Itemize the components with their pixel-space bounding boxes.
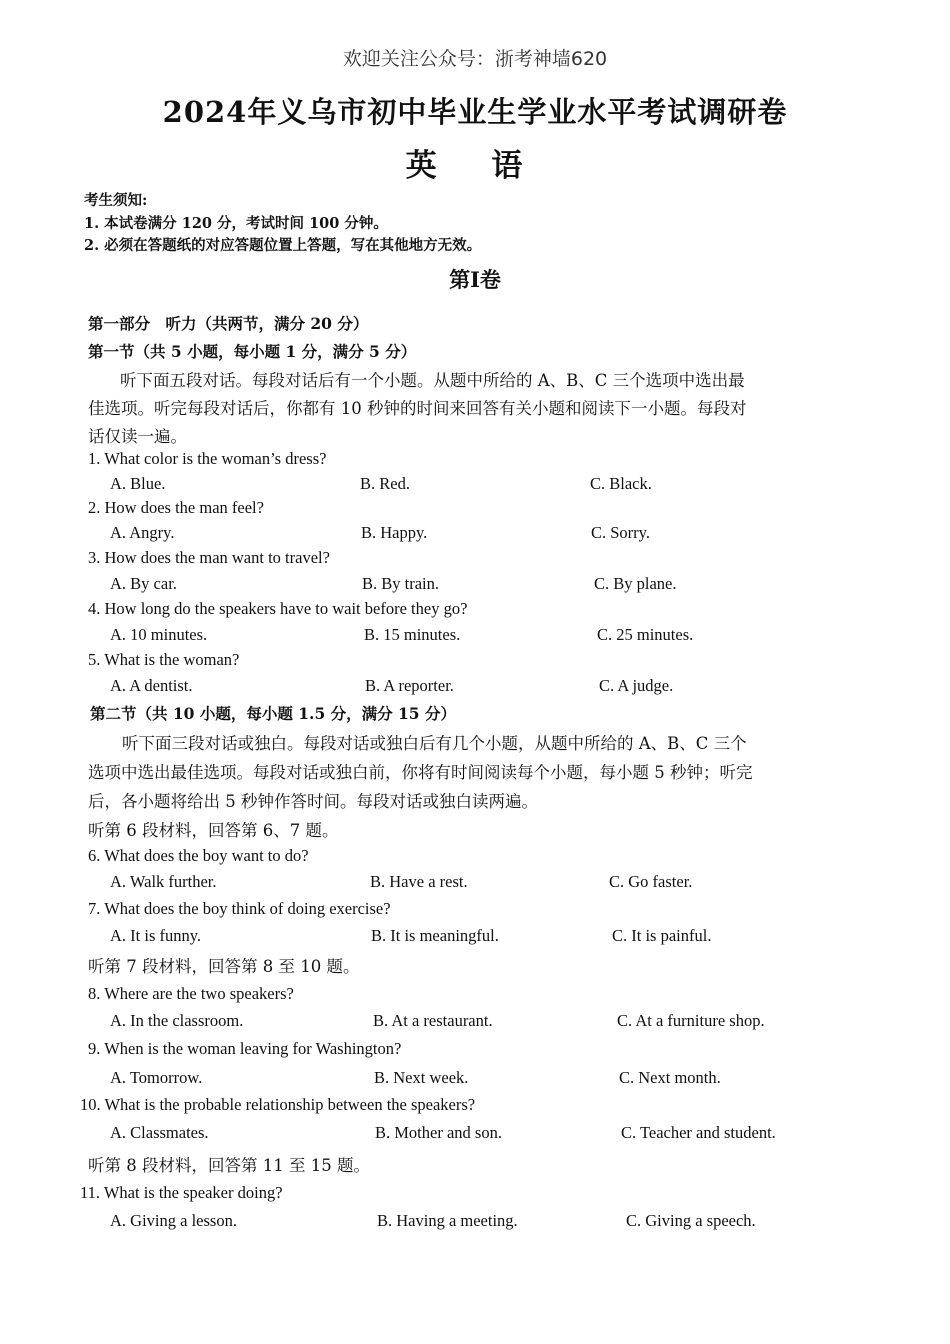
volume-heading: 第Ⅰ卷 xyxy=(449,267,501,292)
option-3b: B. By train. xyxy=(362,574,439,593)
option-7c: C. It is painful. xyxy=(612,926,712,945)
option-7b: B. It is meaningful. xyxy=(371,926,499,945)
question-8: 8. Where are the two speakers? xyxy=(88,984,294,1003)
option-9c: C. Next month. xyxy=(619,1068,721,1087)
section2-instruction-1: 听下面三段对话或独白。每段对话或独白后有几个小题，从题中所给的 A、B、C 三个 xyxy=(122,734,747,753)
option-6b: B. Have a rest. xyxy=(370,872,468,891)
option-2c: C. Sorry. xyxy=(591,523,650,542)
option-9a: A. Tomorrow. xyxy=(110,1068,203,1087)
option-5c: C. A judge. xyxy=(599,676,674,695)
question-10: 10. What is the probable relationship between the speakers? xyxy=(80,1095,476,1114)
question-2: 2. How does the man feel? xyxy=(88,498,264,517)
option-4b: B. 15 minutes. xyxy=(364,625,461,644)
option-11c: C. Giving a speech. xyxy=(626,1211,756,1230)
notice-heading: 考生须知: xyxy=(84,192,148,209)
option-3a: A. By car. xyxy=(110,574,177,593)
question-9: 9. When is the woman leaving for Washington? xyxy=(88,1039,402,1058)
question-3: 3. How does the man want to travel? xyxy=(88,548,330,567)
section1-instruction-1: 听下面五段对话。每段对话后有一个小题。从题中所给的 A、B、C 三个选项中选出最 xyxy=(120,371,745,390)
section2-instruction-3: 后，各小题将给出 5 秒钟作答时间。每段对话或独白读两遍。 xyxy=(88,792,538,811)
part1-heading: 第一部分 听力（共两节，满分 20 分） xyxy=(88,314,369,333)
option-4c: C. 25 minutes. xyxy=(597,625,694,644)
option-6a: A. Walk further. xyxy=(110,872,217,891)
option-11a: A. Giving a lesson. xyxy=(110,1211,237,1230)
question-1: 1. What color is the woman’s dress? xyxy=(88,449,327,468)
subject-title: 英 语 xyxy=(405,148,545,184)
group-heading-7: 听第 7 段材料，回答第 8 至 10 题。 xyxy=(88,957,360,976)
option-2a: A. Angry. xyxy=(110,523,175,542)
question-11: 11. What is the speaker doing? xyxy=(80,1183,283,1202)
option-1c: C. Black. xyxy=(590,474,652,493)
option-1b: B. Red. xyxy=(360,474,410,493)
option-3c: C. By plane. xyxy=(594,574,677,593)
option-8c: C. At a furniture shop. xyxy=(617,1011,765,1030)
question-4: 4. How long do the speakers have to wait before they go? xyxy=(88,599,468,618)
option-1a: A. Blue. xyxy=(110,474,166,493)
question-6: 6. What does the boy want to do? xyxy=(88,846,309,865)
option-8b: B. At a restaurant. xyxy=(373,1011,493,1030)
section1-heading: 第一节（共 5 小题，每小题 1 分，满分 5 分） xyxy=(88,342,417,361)
option-11b: B. Having a meeting. xyxy=(377,1211,518,1230)
option-8a: A. In the classroom. xyxy=(110,1011,244,1030)
option-4a: A. 10 minutes. xyxy=(110,625,208,644)
option-6c: C. Go faster. xyxy=(609,872,693,891)
group-heading-6: 听第 6 段材料，回答第 6、7 题。 xyxy=(88,821,339,840)
option-9b: B. Next week. xyxy=(374,1068,469,1087)
option-5b: B. A reporter. xyxy=(365,676,454,695)
section2-instruction-2: 选项中选出最佳选项。每段对话或独白前，你将有时间阅读每个小题，每小题 5 秒钟；听完 xyxy=(88,763,753,782)
question-7: 7. What does the boy think of doing exercise? xyxy=(88,899,391,918)
section1-instruction-2: 佳选项。听完每段对话后，你都有 10 秒钟的时间来回答有关小题和阅读下一小题。每段对 xyxy=(88,399,747,418)
option-10a: A. Classmates. xyxy=(110,1123,209,1142)
option-10c: C. Teacher and student. xyxy=(621,1123,776,1142)
group-heading-8: 听第 8 段材料，回答第 11 至 15 题。 xyxy=(88,1156,370,1175)
notice-item-2: 2. 必须在答题纸的对应答题位置上答题，写在其他地方无效。 xyxy=(84,237,482,254)
exam-title: 2024年义乌市初中毕业生学业水平考试调研卷 xyxy=(162,95,788,129)
header-note: 欢迎关注公众号：浙考神墙620 xyxy=(342,48,608,70)
section2-heading: 第二节（共 10 小题，每小题 1.5 分，满分 15 分） xyxy=(90,704,456,723)
option-10b: B. Mother and son. xyxy=(375,1123,502,1142)
option-7a: A. It is funny. xyxy=(110,926,202,945)
notice-item-1: 1. 本试卷满分 120 分，考试时间 100 分钟。 xyxy=(84,215,388,232)
option-2b: B. Happy. xyxy=(361,523,428,542)
question-5: 5. What is the woman? xyxy=(88,650,240,669)
section1-instruction-3: 话仅读一遍。 xyxy=(88,427,187,446)
option-5a: A. A dentist. xyxy=(110,676,193,695)
